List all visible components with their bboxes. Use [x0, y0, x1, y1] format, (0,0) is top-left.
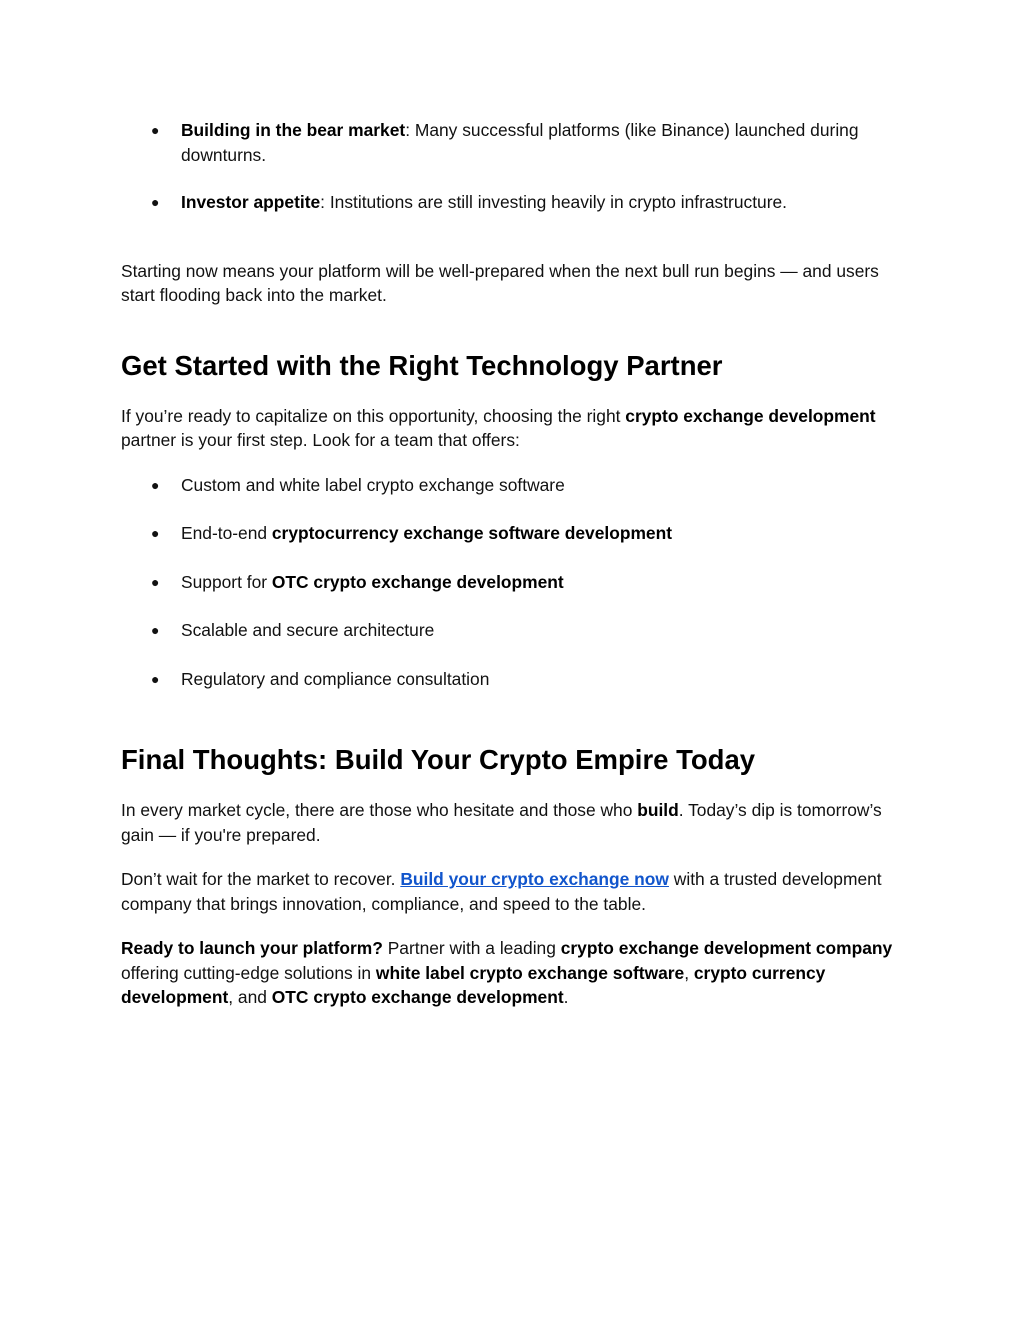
list-item [121, 667, 906, 692]
list-item [121, 473, 906, 498]
list-item-text: : Many successful platforms (like Binance) launched during downturns. [181, 120, 859, 165]
final-paragraph-2 [121, 867, 906, 916]
partner-bullet-list [121, 473, 906, 692]
final-p3-text-1: Partner with a leading [382, 938, 561, 958]
final-p3-text-5: . [563, 987, 569, 1007]
list-item-text: End-to-end [181, 523, 272, 543]
final-p3-text-4: , and [228, 987, 272, 1007]
bullet-icon: ● [151, 122, 160, 138]
list-item-bold: OTC crypto exchange development [271, 571, 564, 592]
final-p3-bold-1: Ready to launch your platform? [121, 938, 383, 958]
bullet-icon: ● [151, 525, 160, 541]
final-p1-text: In every market cycle, there are those who hesitate and those who [121, 800, 638, 820]
list-item-bold: cryptocurrency exchange software development [271, 523, 673, 543]
partner-intro-text: If you’re ready to capitalize on this opportunity, choosing the right [121, 405, 626, 426]
list-item-bold: Building in the bear market [181, 120, 406, 140]
list-item [121, 521, 906, 546]
list-item [121, 190, 906, 215]
intro-bullet-list [121, 118, 906, 215]
final-p2-text-end: with a trusted development company that brings innovation, compliance, and speed to the table. [121, 869, 882, 914]
list-item [121, 570, 906, 595]
final-p1-bold: build [637, 800, 679, 820]
list-item [121, 118, 906, 167]
bullet-icon: ● [151, 573, 160, 590]
list-item-text: : Institutions are still investing heavily in crypto infrastructure. [320, 192, 788, 212]
final-p3-text-3: , [684, 962, 694, 983]
document-page [121, 118, 906, 1010]
final-p1-text-end: . Today’s dip is tomorrow’s gain — if you're prepared. [121, 800, 882, 845]
build-exchange-link[interactable]: Build your crypto exchange now [400, 869, 669, 889]
final-p3-bold-4: crypto currency development [121, 962, 826, 1007]
list-item-text: Scalable and secure architecture [181, 620, 435, 640]
final-section-heading: Final Thoughts: Build Your Crypto Empire Today [121, 744, 756, 775]
final-p2-text: Don’t wait for the market to recover. [121, 869, 401, 889]
final-paragraph-1 [121, 798, 906, 847]
final-p3-bold-2: crypto exchange development company [560, 938, 893, 958]
bullet-icon: ● [151, 476, 160, 493]
partner-intro-paragraph [121, 404, 906, 453]
list-item-text: Regulatory and compliance consultation [181, 668, 490, 689]
bullet-icon: ● [151, 670, 160, 687]
list-item [121, 618, 906, 643]
bullet-icon: ● [151, 622, 160, 638]
partner-section-heading: Get Started with the Right Technology Partner [121, 349, 723, 381]
starting-paragraph: Starting now means your platform will be well-prepared when the next bull run begins — and users start flooding back into the market. [121, 260, 879, 305]
final-paragraph-3 [121, 936, 906, 1010]
list-item-bold: Investor appetite [181, 192, 321, 212]
final-p3-text-2: offering cutting-edge solutions in [121, 962, 376, 983]
bullet-icon: ● [151, 194, 160, 210]
final-p3-bold-5: OTC crypto exchange development [271, 987, 564, 1007]
partner-intro-bold: crypto exchange development [625, 405, 876, 426]
final-p3-bold-3: white label crypto exchange software [375, 962, 685, 983]
list-item-text: Support for [181, 571, 272, 592]
partner-intro-text-end: partner is your first step. Look for a team that offers: [121, 430, 520, 450]
list-item-text: Custom and white label crypto exchange software [181, 474, 565, 495]
